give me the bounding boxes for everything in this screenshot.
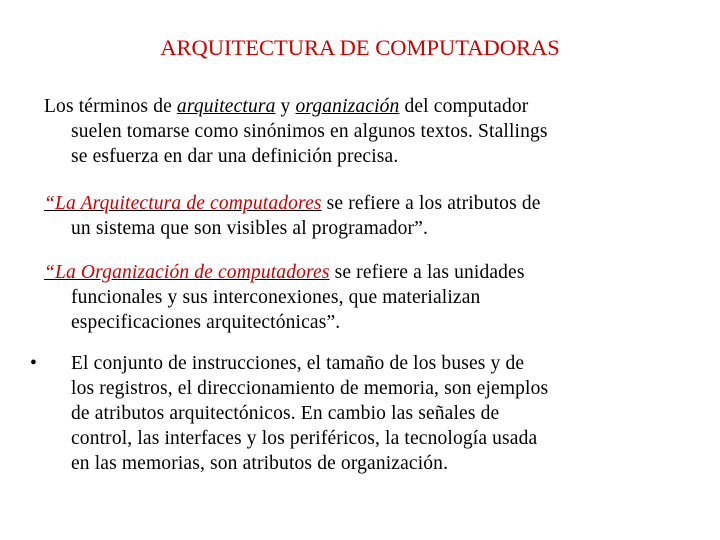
intro-lead: Los términos de: [44, 96, 177, 117]
intro-line-3: se esfuerza en dar una definición precisa.: [71, 146, 399, 167]
definition-organizacion-line-1: [44, 260, 684, 285]
bullet-line-1: [30, 351, 684, 376]
definition-arquitectura-rest: se refiere a los atributos de: [321, 193, 541, 214]
bullet-icon: •: [30, 353, 37, 374]
intro-mid: y: [275, 96, 296, 117]
definition-organizacion-line-2: funcionales y sus interconexiones, que materializan: [71, 287, 481, 308]
bullet-line-5: en las memorias, son atributos de organización.: [71, 453, 449, 474]
definition-organizacion-rest: se refiere a las unidades: [329, 262, 525, 283]
bullet-line-4: control, las interfaces y los periféricos, la tecnología usada: [71, 428, 538, 449]
term-arquitectura: arquitectura: [176, 96, 276, 117]
intro-line-1: [44, 94, 684, 119]
open-quote: “: [44, 262, 55, 283]
page-title: ARQUITECTURA DE COMPUTADORAS: [160, 35, 560, 60]
term-arquitectura-computadores: La Arquitectura de computadores: [55, 193, 322, 214]
definition-organizacion: [44, 260, 684, 335]
intro-line-2: suelen tomarse como sinónimos en algunos textos. Stallings: [71, 121, 548, 142]
term-organizacion-computadores: La Organización de computadores: [55, 262, 330, 283]
definition-arquitectura-line-2: un sistema que son visibles al programador”.: [71, 218, 428, 239]
definition-arquitectura: [44, 191, 684, 241]
bullet-line-2: los registros, el direccionamiento de memoria, son ejemplos: [71, 378, 549, 399]
definition-arquitectura-line-1: [44, 191, 684, 216]
term-organizacion: organización: [295, 96, 400, 117]
intro-paragraph: [44, 94, 684, 169]
bullet-line-3: de atributos arquitectónicos. En cambio las señales de: [71, 403, 500, 424]
intro-tail: del computador: [399, 96, 529, 117]
bullet-paragraph: [30, 351, 684, 476]
bullet-line-1-text: El conjunto de instrucciones, el tamaño de los buses y de: [71, 353, 525, 374]
open-quote: “: [44, 193, 55, 214]
definition-organizacion-line-3: especificaciones arquitectónicas”.: [71, 312, 341, 333]
